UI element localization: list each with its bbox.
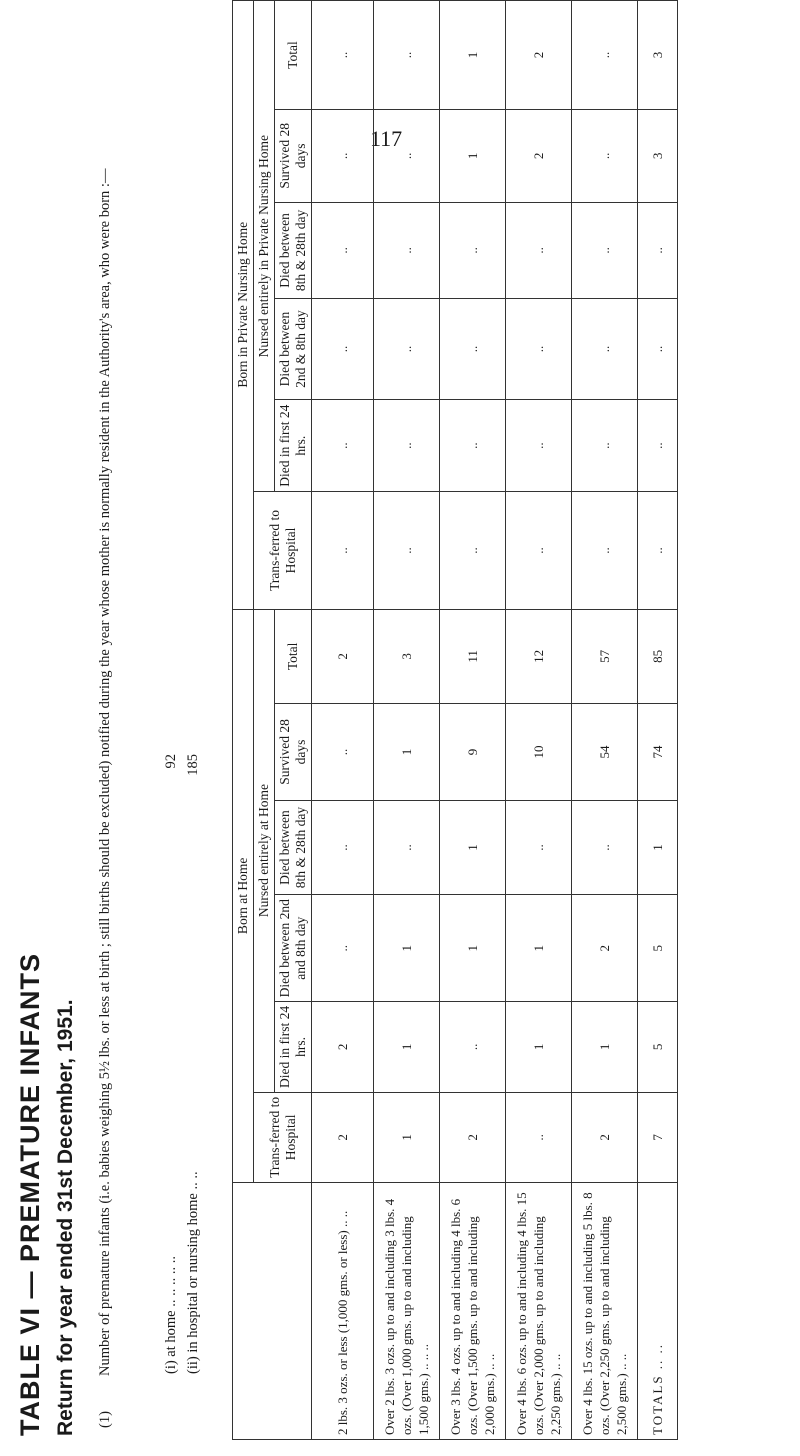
table-cell: .. [506, 1092, 572, 1182]
table-cell: .. [440, 1002, 506, 1092]
totals-cell: 5 [638, 1002, 678, 1092]
table-cell: .. [506, 800, 572, 895]
col-home-total: Total [275, 609, 312, 704]
totals-cell: .. [638, 399, 678, 491]
table-cell: 9 [440, 704, 506, 801]
totals-cell: 3 [638, 110, 678, 202]
totals-label: TOTALS .. .. [638, 1183, 678, 1440]
table-row [374, 1, 440, 1440]
col-private-total: Total [275, 1, 312, 110]
table-cell: .. [374, 299, 440, 400]
table-cell: .. [572, 800, 638, 895]
totals-cell: .. [638, 202, 678, 299]
table-cell: 2 [312, 1002, 374, 1092]
table-cell: 1 [440, 800, 506, 895]
table-cell: 1 [506, 1002, 572, 1092]
page-number: 117 [370, 126, 403, 151]
table-cell: .. [572, 1, 638, 110]
totals-cell: .. [638, 492, 678, 609]
table-row [312, 1, 374, 1440]
totals-cell: 85 [638, 609, 678, 704]
born-in-hospital-value: 185 [185, 754, 201, 776]
table-cell: 2 [572, 895, 638, 1002]
table-cell: .. [506, 492, 572, 609]
table-cell: .. [374, 202, 440, 299]
table-cell: 11 [440, 609, 506, 704]
intro-text: Number of premature infants (i.e. babies weighing 5½ lbs. or less at birth ; still births should be excluded) notified during the year whose mother is normally resident in the Authority's area, who were born :— [97, 168, 113, 1376]
table-cell: .. [572, 492, 638, 609]
table-subtitle: Return for year ended 31st December, 1951. [54, 999, 77, 1436]
table-cell: .. [312, 492, 374, 609]
table-cell: .. [312, 399, 374, 491]
table-cell: 1 [440, 110, 506, 202]
col-private-survived: Survived 28 days [275, 110, 312, 202]
group-born-at-home: Born at Home [233, 609, 254, 1183]
col-home-died-8-28: Died between 8th & 28th day [275, 800, 312, 895]
table-cell: 1 [374, 1002, 440, 1092]
table-cell: .. [506, 202, 572, 299]
table-title: TABLE VI — PREMATURE INFANTS [15, 952, 45, 1436]
totals-cell: 7 [638, 1092, 678, 1182]
table-cell: .. [312, 1, 374, 110]
table-cell: 1 [440, 1, 506, 110]
table-cell: .. [312, 110, 374, 202]
weight-label: 2 lbs. 3 ozs. or less (1,000 gms. or less) .. .. [312, 1183, 374, 1440]
header-row-group [233, 1, 254, 1440]
weight-label: Over 4 lbs. 6 ozs. up to and including 4 lbs. 15 ozs. (Over 2,000 gms. up to and including 2,250 gms.) .. .. [506, 1183, 572, 1440]
title-block [10, 36, 82, 1436]
col-home-died-24: Died in first 24 hrs. [275, 1002, 312, 1092]
table-row [506, 1, 572, 1440]
table-cell: .. [440, 299, 506, 400]
table-cell: .. [506, 399, 572, 491]
table-row [572, 1, 638, 1440]
col-private-died-24: Died in first 24 hrs. [275, 399, 312, 491]
intro-number: (1) [97, 1411, 113, 1428]
col-private-died-2-8: Died between 2nd & 8th day [275, 299, 312, 400]
table-cell: .. [440, 492, 506, 609]
totals-cell: .. [638, 299, 678, 400]
table-cell: 2 [440, 1092, 506, 1182]
totals-cell: 1 [638, 800, 678, 895]
nursed-private-home: Nursed entirely in Private Nursing Home [254, 1, 275, 492]
table-cell: 1 [374, 895, 440, 1002]
table-cell: 3 [374, 609, 440, 704]
table-cell: 2 [312, 609, 374, 704]
intro-paragraph [95, 38, 116, 1428]
weight-header-blank [233, 1183, 312, 1440]
table-cell: .. [572, 110, 638, 202]
totals-row [638, 1, 678, 1440]
col-private-died-8-28: Died between 8th & 28th day [275, 202, 312, 299]
table-cell: .. [312, 299, 374, 400]
table-row [440, 1, 506, 1440]
table-cell: .. [374, 399, 440, 491]
table-cell: .. [312, 895, 374, 1002]
col-home-survived: Survived 28 days [275, 704, 312, 801]
nursed-at-home: Nursed entirely at Home [254, 609, 275, 1092]
table-cell: 2 [506, 110, 572, 202]
table-cell: .. [374, 1, 440, 110]
table-cell: 10 [506, 704, 572, 801]
born-at-home-row [160, 754, 182, 1374]
table-cell: .. [440, 202, 506, 299]
table-cell: .. [374, 110, 440, 202]
table-cell: 12 [506, 609, 572, 704]
group-born-private-nursing-home: Born in Private Nursing Home [233, 1, 254, 610]
table-cell: .. [572, 202, 638, 299]
col-home-transferred: Trans-ferred to Hospital [254, 1092, 312, 1182]
table-cell: 2 [312, 1092, 374, 1182]
weight-label: Over 3 lbs. 4 ozs. up to and including 4 lbs. 6 ozs. (Over 1,500 gms. up to and including 2,000 gms.) .. .. [440, 1183, 506, 1440]
premature-infants-table [232, 0, 678, 1440]
table-cell: .. [312, 202, 374, 299]
table-cell: 1 [572, 1002, 638, 1092]
table-cell: .. [312, 704, 374, 801]
table-cell: .. [312, 800, 374, 895]
table-cell: 1 [506, 895, 572, 1002]
born-in-hospital-row [182, 754, 204, 1374]
weight-label: Over 2 lbs. 3 ozs. up to and including 3 lbs. 4 ozs. (Over 1,000 gms. up to and including 1,500 gms.) .. .. .. [374, 1183, 440, 1440]
born-at-home-value: 92 [163, 754, 179, 769]
table-cell: 57 [572, 609, 638, 704]
weight-label: Over 4 lbs. 15 ozs. up to and including 5 lbs. 8 ozs. (Over 2,250 gms. up to and including 2,500 gms.) .. .. [572, 1183, 638, 1440]
born-in-hospital-label: (ii) in hospital or nursing home .. .. [185, 1171, 201, 1374]
table-cell: 54 [572, 704, 638, 801]
table-cell: 2 [506, 1, 572, 110]
table-cell: .. [374, 492, 440, 609]
totals-cell: 74 [638, 704, 678, 801]
table-cell: .. [572, 399, 638, 491]
born-list [160, 754, 204, 1374]
totals-cell: 3 [638, 1, 678, 110]
table-cell: .. [440, 399, 506, 491]
table-cell: 2 [572, 1092, 638, 1182]
table-cell: .. [506, 299, 572, 400]
table-cell: 1 [374, 704, 440, 801]
table-cell: .. [572, 299, 638, 400]
table-cell: 1 [440, 895, 506, 1002]
col-private-transferred: Trans-ferred to Hospital [254, 492, 312, 609]
born-at-home-label: (i) at home .. .. .. .. .. [163, 1256, 179, 1374]
totals-cell: 5 [638, 895, 678, 1002]
table-cell: 1 [374, 1092, 440, 1182]
col-home-died-2-8: Died between 2nd and 8th day [275, 895, 312, 1002]
table-cell: .. [374, 800, 440, 895]
